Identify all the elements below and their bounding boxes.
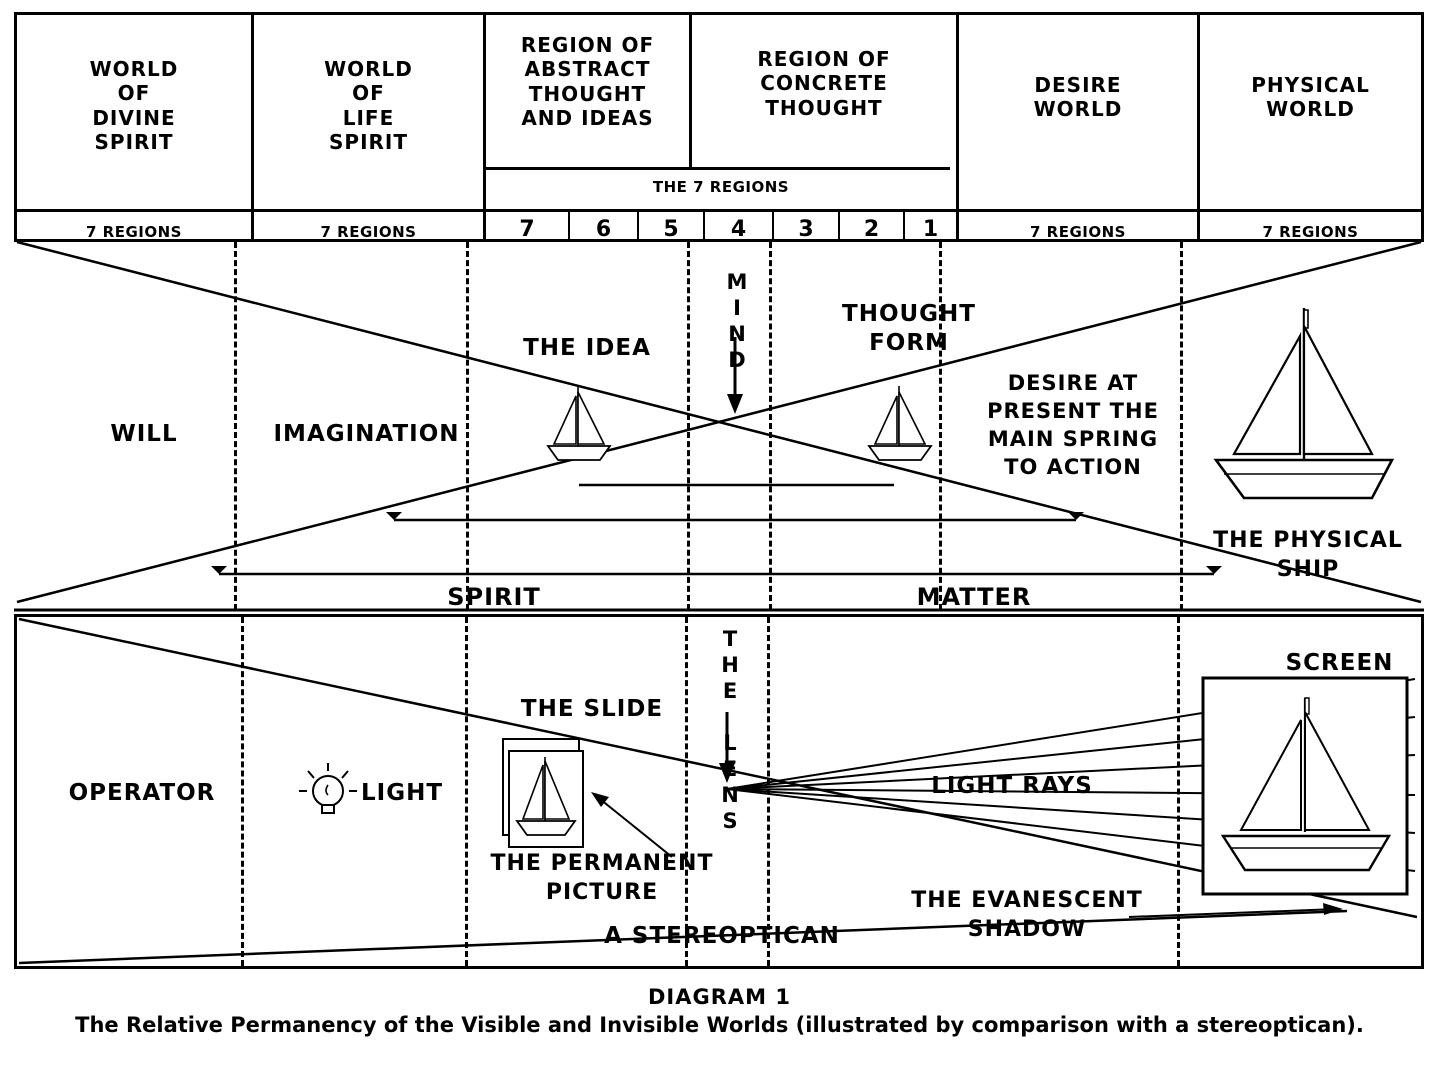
physical-ship-line: SHIP bbox=[1276, 556, 1340, 582]
title-line: DIVINE bbox=[92, 105, 176, 130]
region-separator-dashed bbox=[687, 242, 690, 610]
desire-line: MAIN SPRING bbox=[987, 426, 1159, 451]
regions-count-divine: 7 REGIONS bbox=[86, 223, 182, 241]
label-the-slide: THE SLIDE bbox=[520, 696, 664, 722]
region-number-5: 5 bbox=[663, 217, 679, 242]
column-title-physical-world bbox=[1200, 73, 1421, 122]
label-thought-form bbox=[774, 300, 1044, 358]
region-number-7: 7 bbox=[519, 217, 535, 242]
label-operator: OPERATOR bbox=[68, 780, 216, 806]
screen-ship-icon bbox=[1197, 672, 1413, 912]
column-title-abstract-thought bbox=[486, 33, 689, 131]
label-mind: MIND bbox=[725, 270, 749, 374]
label-permanent-picture bbox=[467, 850, 737, 907]
region-separator-dashed bbox=[767, 617, 770, 966]
column-title-life-spirit bbox=[254, 57, 483, 155]
title-line: WORLD bbox=[324, 57, 413, 81]
label-a-stereoptican: A STEREOPTICAN bbox=[604, 923, 840, 949]
spirit-matter-panel bbox=[14, 242, 1424, 614]
world-separator-dashed bbox=[241, 617, 244, 966]
slide-ship-icon bbox=[495, 729, 595, 857]
permanent-picture-line: THE PERMANENT bbox=[490, 851, 714, 876]
title-line: DESIRE bbox=[1034, 73, 1122, 97]
table-divider bbox=[1197, 15, 1200, 239]
table-divider bbox=[17, 209, 1421, 212]
region-number-1: 1 bbox=[922, 217, 939, 242]
label-desire-main-spring bbox=[949, 370, 1197, 482]
caption-title: DIAGRAM 1 bbox=[648, 985, 791, 1009]
table-divider bbox=[483, 167, 950, 170]
thought-form-line: THOUGHT bbox=[842, 301, 976, 327]
caption-subtitle: The Relative Permanency of the Visible and Invisible Worlds (illustrated by comparison with a stereoptican). bbox=[75, 1013, 1364, 1037]
title-line: CONCRETE bbox=[760, 71, 888, 96]
label-screen: SCREEN bbox=[1285, 650, 1394, 676]
column-title-divine-spirit bbox=[17, 57, 251, 155]
region-number-2: 2 bbox=[863, 217, 880, 242]
world-separator-dashed bbox=[465, 617, 468, 966]
region-separator-dashed bbox=[685, 617, 688, 966]
label-the-lens: THE LENS bbox=[718, 627, 742, 835]
regions-count-life: 7 REGIONS bbox=[320, 223, 417, 241]
world-separator-dashed bbox=[939, 242, 942, 610]
regions-count-desire: 7 REGIONS bbox=[1030, 223, 1126, 241]
ship-thought-form-icon bbox=[859, 382, 939, 472]
label-the-idea: THE IDEA bbox=[523, 335, 651, 361]
ship-idea-icon bbox=[538, 382, 618, 472]
desire-line: DESIRE AT bbox=[1007, 371, 1139, 395]
title-line: PHYSICAL bbox=[1251, 73, 1370, 97]
label-spirit: SPIRIT bbox=[447, 583, 541, 611]
permanent-picture-line: PICTURE bbox=[545, 879, 659, 905]
title-line: WORLD bbox=[89, 57, 179, 81]
title-line: THOUGHT bbox=[765, 95, 883, 120]
title-line: REGION OF bbox=[520, 33, 655, 57]
thought-form-line: FORM bbox=[869, 329, 949, 356]
regions-count-physical: 7 REGIONS bbox=[1262, 223, 1359, 241]
stereoptican-panel bbox=[14, 614, 1424, 969]
title-line: WORLD bbox=[1266, 97, 1355, 122]
label-matter: MATTER bbox=[916, 583, 1032, 611]
label-light-rays: LIGHT RAYS bbox=[931, 773, 1093, 799]
world-separator-dashed bbox=[234, 242, 237, 610]
physical-ship-line: THE PHYSICAL bbox=[1213, 528, 1403, 553]
region-separator-dashed bbox=[769, 242, 772, 610]
title-line: LIFE bbox=[342, 105, 395, 130]
region-number-3: 3 bbox=[798, 217, 814, 242]
region-number-4: 4 bbox=[730, 217, 747, 242]
label-will: WILL bbox=[110, 421, 178, 447]
the-seven-regions-label: THE 7 REGIONS bbox=[652, 178, 790, 196]
title-line: OF bbox=[117, 81, 151, 106]
title-line: SPIRIT bbox=[329, 130, 408, 155]
label-physical-ship bbox=[1194, 527, 1422, 584]
ship-physical-icon bbox=[1204, 302, 1404, 532]
label-light: LIGHT bbox=[360, 780, 444, 806]
worlds-header-table bbox=[14, 12, 1424, 242]
evanescent-line: SHADOW bbox=[967, 916, 1087, 942]
figure-caption bbox=[0, 985, 1439, 1037]
title-line: SPIRIT bbox=[94, 130, 174, 155]
title-line: REGION OF bbox=[757, 47, 891, 71]
table-divider bbox=[956, 15, 959, 239]
label-imagination: IMAGINATION bbox=[273, 421, 460, 447]
desire-line: PRESENT THE bbox=[987, 398, 1159, 423]
title-line: THOUGHT bbox=[528, 81, 647, 106]
light-bulb-icon bbox=[289, 747, 367, 825]
region-number-6: 6 bbox=[595, 217, 612, 242]
title-line: WORLD bbox=[1033, 97, 1123, 122]
world-separator-dashed bbox=[1177, 617, 1180, 966]
column-title-concrete-thought bbox=[692, 47, 956, 120]
title-line: ABSTRACT bbox=[524, 57, 651, 82]
title-line: AND IDEAS bbox=[521, 106, 654, 131]
evanescent-line: THE EVANESCENT bbox=[911, 888, 1143, 913]
title-line: OF bbox=[352, 81, 385, 106]
column-title-desire-world bbox=[959, 73, 1197, 122]
label-evanescent-shadow bbox=[897, 887, 1157, 944]
desire-line: TO ACTION bbox=[1004, 454, 1142, 479]
